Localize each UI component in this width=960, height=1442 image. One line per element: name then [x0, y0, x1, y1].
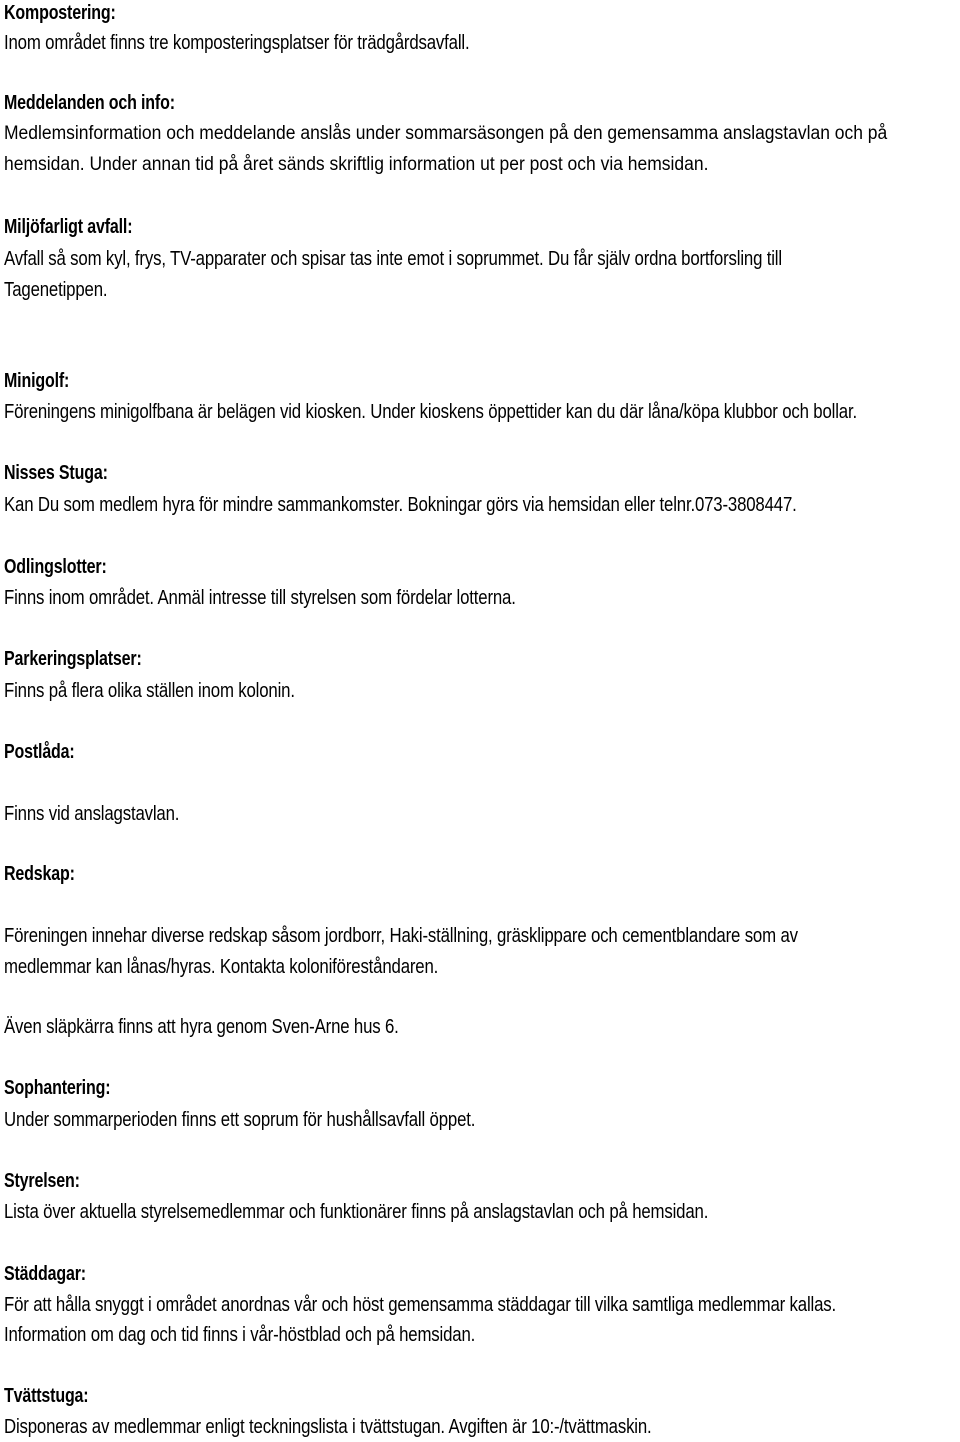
- text-odlingslotter: Finns inom området. Anmäl intresse till styrelsen som fördelar lotterna.: [4, 587, 516, 609]
- text-tvattstuga: Disponeras av medlemmar enligt teckningslista i tvättstugan. Avgiften är 10:-/tvättmaskin.: [4, 1416, 652, 1438]
- text-redskap-line2: medlemmar kan lånas/hyras. Kontakta koloniföreståndaren.: [4, 956, 439, 978]
- text-meddelanden-line1: Medlemsinformation och meddelande anslås under sommarsäsongen på den gemensamma anslagstavlan och på: [4, 123, 888, 144]
- heading-parkering: Parkeringsplatser:: [4, 648, 142, 670]
- heading-odlingslotter: Odlingslotter:: [4, 556, 107, 578]
- heading-meddelanden: Meddelanden och info:: [4, 92, 175, 114]
- text-redskap-line3: Även släpkärra finns att hyra genom Sven-Arne hus 6.: [4, 1016, 399, 1038]
- heading-postlada: Postlåda:: [4, 741, 75, 763]
- text-sophantering: Under sommarperioden finns ett soprum för hushållsavfall öppet.: [4, 1109, 476, 1131]
- text-minigolf: Föreningens minigolfbana är belägen vid kiosken. Under kioskens öppettider kan du där låna/köpa klubbor och bollar.: [4, 401, 857, 423]
- heading-kompostering: Kompostering:: [4, 2, 116, 24]
- heading-sophantering: Sophantering:: [4, 1077, 111, 1099]
- text-staddagar-line2: Information om dag och tid finns i vår-höstblad och på hemsidan.: [4, 1324, 476, 1346]
- heading-minigolf: Minigolf:: [4, 370, 70, 392]
- heading-styrelsen: Styrelsen:: [4, 1170, 80, 1192]
- heading-tvattstuga: Tvättstuga:: [4, 1385, 89, 1407]
- text-postlada: Finns vid anslagstavlan.: [4, 803, 180, 825]
- text-miljofarligt-line2: Tagenetippen.: [4, 279, 108, 301]
- text-miljofarligt-line1: Avfall så som kyl, frys, TV-apparater och spisar tas inte emot i soprummet. Du får själv ordna bortforsling till: [4, 248, 782, 270]
- text-staddagar-line1: För att hålla snyggt i området anordnas vår och höst gemensamma städdagar till vilka samtliga medlemmar kallas.: [4, 1294, 837, 1316]
- text-parkering: Finns på flera olika ställen inom kolonin.: [4, 680, 295, 702]
- text-meddelanden-line2: hemsidan. Under annan tid på året sänds skriftlig information ut per post och via hemsidan.: [4, 154, 709, 175]
- heading-staddagar: Städdagar:: [4, 1263, 86, 1285]
- text-redskap-line1: Föreningen innehar diverse redskap såsom jordborr, Haki-ställning, gräsklippare och cementblandare som av: [4, 925, 798, 947]
- text-kompostering: Inom området finns tre komposteringsplatser för trädgårdsavfall.: [4, 32, 470, 54]
- heading-redskap: Redskap:: [4, 863, 75, 885]
- heading-miljofarligt: Miljöfarligt avfall:: [4, 216, 133, 238]
- heading-nisses: Nisses Stuga:: [4, 462, 108, 484]
- text-styrelsen: Lista över aktuella styrelsemedlemmar och funktionärer finns på anslagstavlan och på hemsidan.: [4, 1201, 709, 1223]
- text-nisses: Kan Du som medlem hyra för mindre sammankomster. Bokningar görs via hemsidan eller telnr.073-3808447.: [4, 494, 797, 516]
